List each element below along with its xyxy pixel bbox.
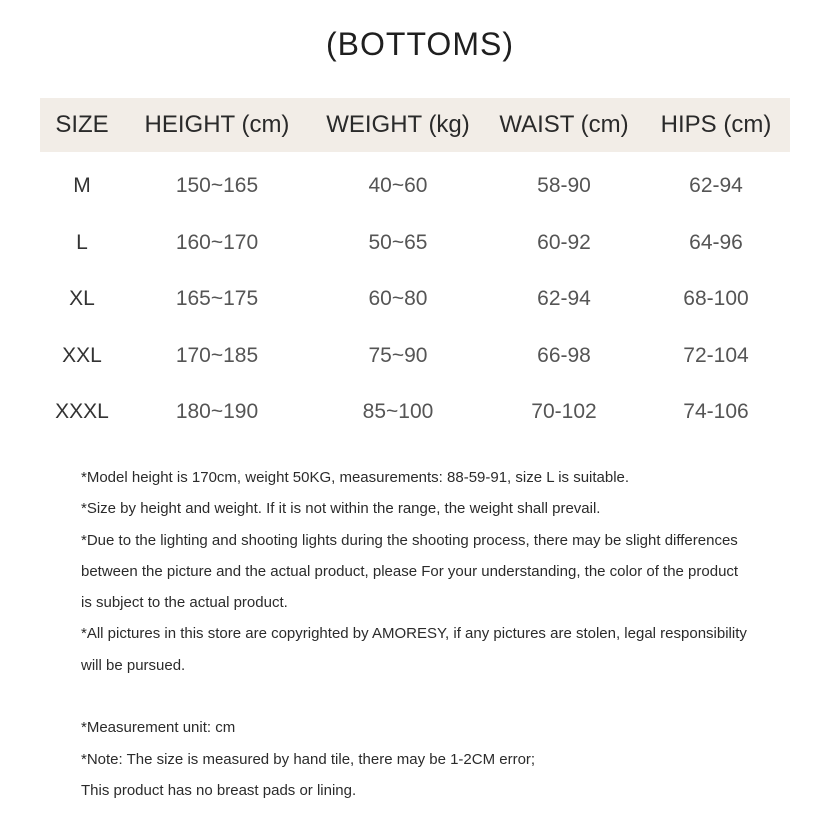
note-line: is subject to the actual product.	[81, 594, 288, 612]
cell-weight: 40~60	[368, 174, 428, 198]
note-spacer	[81, 681, 781, 712]
cell-weight: 50~65	[368, 230, 428, 254]
cell-height: 180~190	[175, 400, 259, 424]
cell-hips: 72-104	[683, 343, 749, 367]
cell-weight: 75~90	[368, 343, 428, 367]
cell-hips: 74-106	[683, 400, 749, 424]
cell-weight: 85~100	[362, 400, 434, 424]
page-title: (BOTTOMS)	[326, 26, 514, 62]
note-line: This product has no breast pads or lining.	[81, 781, 357, 799]
header-height: HEIGHT (cm)	[144, 111, 290, 138]
size-table	[40, 98, 790, 441]
cell-height: 150~165	[175, 174, 259, 198]
table-row	[40, 384, 790, 441]
header-size: SIZE	[55, 111, 109, 138]
table-row	[40, 215, 790, 272]
note-line: *Due to the lighting and shooting lights during the shooting process, there may be slight differences	[81, 531, 738, 549]
cell-hips: 64-96	[689, 230, 743, 254]
note-line: will be pursued.	[81, 656, 186, 674]
cell-size: M	[73, 174, 91, 198]
cell-size: XXXL	[55, 400, 109, 424]
header-hips: HIPS (cm)	[660, 111, 772, 138]
cell-waist: 60-92	[537, 230, 591, 254]
header-waist: WAIST (cm)	[499, 111, 629, 138]
note-line: between the picture and the actual product, please For your understanding, the color of the product	[81, 562, 739, 580]
size-chart	[40, 98, 790, 441]
cell-size: XXL	[62, 343, 102, 367]
cell-waist: 70-102	[531, 400, 597, 424]
note-line: *Note: The size is measured by hand tile, there may be 1-2CM error;	[81, 750, 536, 768]
cell-height: 170~185	[175, 343, 259, 367]
cell-height: 165~175	[175, 287, 259, 311]
table-header-row	[40, 98, 790, 152]
cell-height: 160~170	[175, 230, 259, 254]
table-row	[40, 271, 790, 328]
note-line: *Model height is 170cm, weight 50KG, measurements: 88-59-91, size L is suitable.	[81, 469, 630, 486]
cell-size: XL	[69, 287, 95, 311]
table-row	[40, 328, 790, 385]
header-weight: WEIGHT (kg)	[326, 111, 470, 138]
cell-size: L	[76, 230, 88, 254]
cell-hips: 62-94	[689, 174, 743, 198]
cell-waist: 66-98	[537, 343, 591, 367]
notes-section	[81, 462, 781, 806]
table-row	[40, 152, 790, 215]
note-line: *All pictures in this store are copyrighted by AMORESY, if any pictures are stolen, legal responsibility	[81, 625, 747, 643]
note-line: *Measurement unit: cm	[81, 719, 236, 737]
note-line: *Size by height and weight. If it is not within the range, the weight shall prevail.	[81, 500, 601, 518]
cell-hips: 68-100	[683, 287, 749, 311]
cell-waist: 58-90	[537, 174, 591, 198]
cell-waist: 62-94	[537, 287, 591, 311]
cell-weight: 60~80	[368, 287, 428, 311]
